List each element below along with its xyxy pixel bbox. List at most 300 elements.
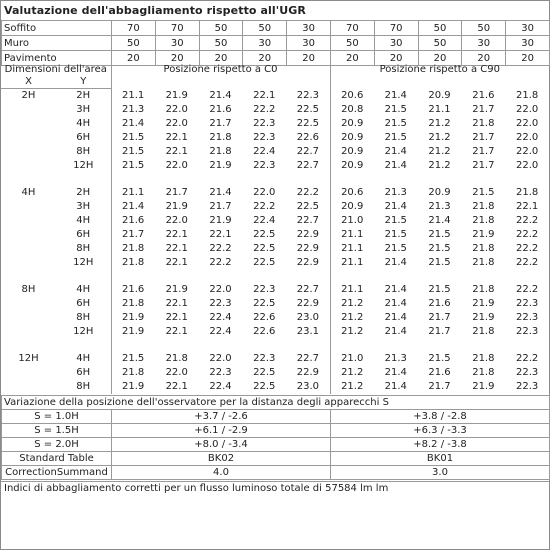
c90-header: Posizione rispetto a C90 [330,64,549,89]
reflectance-value: 20 [199,51,243,66]
table-row [1,89,549,104]
y-dimension: 3H [76,201,91,212]
c90-value: 21.5 [384,132,407,143]
c90-value: 21.7 [472,132,495,143]
c0-value: 22.9 [296,229,319,240]
c90-value: 21.1 [330,242,374,256]
c90-value: 22.2 [516,243,539,254]
correction-summand-row [2,466,550,480]
c90-value: 21.3 [428,201,451,212]
x-dimension: 8H [21,284,36,295]
c90-value: 22.2 [516,353,539,364]
reflectance-value: 20 [155,51,199,66]
reflectance-row [2,21,550,36]
y-dimension: 2H [76,90,91,101]
table-row [1,352,549,366]
c90-value: 21.1 [330,283,374,297]
c90-value: 21.8 [516,187,539,198]
c0-value: 22.1 [209,229,232,240]
c0-value: 21.7 [111,228,155,242]
c0-value: 21.7 [209,201,232,212]
reflectance-value: 20 [330,51,374,66]
c90-value: 21.2 [428,160,451,171]
standard-table-row [2,452,550,466]
c90-value: 22.3 [516,298,539,309]
c90-value: 21.2 [330,297,374,311]
c0-value: 23.0 [296,312,319,323]
c90-value: 21.1 [330,228,374,242]
y-dimension: 6H [76,367,91,378]
spacer [111,173,330,186]
x-dimension: 2H [21,90,36,101]
c90-value: 21.7 [428,381,451,392]
variation-row [2,424,550,438]
reflectance-value: 30 [462,36,506,51]
reflectance-value: 20 [374,51,418,66]
c90-value: 21.2 [330,380,374,394]
y-dimension: 3H [76,104,91,115]
dimensions-label: Dimensioni dell'area [4,64,107,75]
spacer-row [1,270,549,283]
c0-value: 21.9 [165,201,188,212]
c90-value: 21.4 [384,146,407,157]
reflectance-value: 70 [330,21,374,36]
y-dimension: 4H [76,353,91,364]
c0-value: 22.4 [209,326,232,337]
c90-value: 22.0 [516,146,539,157]
reflectance-value: 30 [506,21,550,36]
reflectance-value: 30 [287,21,331,36]
c0-value: 22.2 [209,257,232,268]
table-row [1,297,549,311]
c0-value: 22.0 [165,160,188,171]
c0-value: 21.6 [111,283,155,297]
c90-value: 20.9 [330,145,374,159]
table-row [1,311,549,325]
standard-table-c90: BK01 [331,452,550,466]
variation-table [1,395,550,480]
c0-value: 22.5 [253,257,276,268]
c90-variation: +3.8 / -2.8 [331,410,550,424]
c0-value: 21.7 [209,118,232,129]
c90-value: 21.4 [384,326,407,337]
correction-summand-c0: 4.0 [112,466,331,480]
table-row [1,103,549,117]
c90-value: 21.4 [384,298,407,309]
x-dimension [1,117,56,131]
c90-value: 20.6 [330,89,374,104]
y-dimension: 6H [76,132,91,143]
c90-value: 22.3 [516,312,539,323]
y-label: Y [56,76,111,89]
c90-value: 21.8 [472,215,495,226]
table-row [1,325,549,339]
reflectance-value: 20 [418,51,462,66]
y-dimension: 12H [73,326,94,337]
variation-row [2,410,550,424]
c0-value: 22.6 [296,132,319,143]
c90-value: 21.4 [384,257,407,268]
c0-value: 22.7 [296,146,319,157]
c90-value: 22.0 [516,104,539,115]
x-dimension [1,380,56,394]
table-row [1,214,549,228]
x-dimension [1,325,56,339]
reflectance-value: 50 [112,36,156,51]
y-dimension: 8H [76,243,91,254]
c90-value: 21.5 [428,243,451,254]
c0-value: 22.0 [165,104,188,115]
c0-value: 21.5 [111,131,155,145]
c0-value: 23.0 [296,381,319,392]
c0-value: 21.4 [209,187,232,198]
c0-value: 22.3 [209,298,232,309]
c0-variation: +8.0 / -3.4 [112,438,331,452]
reflectance-value: 20 [243,51,287,66]
c0-value: 22.2 [209,243,232,254]
table-row [1,242,549,256]
x-dimension [1,366,56,380]
c0-value: 22.0 [165,215,188,226]
x-dimension [1,297,56,311]
c0-value: 22.9 [296,257,319,268]
x-dimension [1,214,56,228]
spacer [111,270,330,283]
table-row [1,145,549,159]
c90-value: 21.6 [472,89,495,101]
c0-value: 22.0 [253,187,276,198]
c90-value: 21.3 [384,187,407,198]
y-dimension: 12H [73,160,94,171]
c0-value: 22.3 [253,353,276,364]
reflectance-value: 30 [287,36,331,51]
reflectance-label: Muro [2,36,112,51]
c0-value: 23.1 [296,326,319,337]
c90-value: 21.8 [472,201,495,212]
c90-value: 21.9 [472,229,495,240]
c0-value: 21.9 [165,89,188,101]
header-row [1,64,549,76]
c90-value: 21.8 [472,367,495,378]
c90-value: 22.0 [516,132,539,143]
correction-summand-label: CorrectionSummand [2,466,112,480]
page-title: Valutazione dell'abbagliamento rispetto all'UGR [4,4,306,17]
reflectance-value: 50 [330,36,374,51]
spacer [1,173,111,186]
c0-value: 22.9 [296,367,319,378]
c0-value: 22.7 [296,215,319,226]
reflectance-value: 70 [112,21,156,36]
c0-value: 21.4 [209,89,232,101]
x-dimension: 12H [18,353,39,364]
c0-value: 22.6 [253,312,276,323]
variation-row [2,438,550,452]
y-dimension: 6H [76,298,91,309]
divider [1,481,549,482]
c90-value: 22.3 [516,367,539,378]
c0-value: 22.5 [296,201,319,212]
c90-value: 20.9 [428,187,451,198]
x-dimension [1,131,56,145]
c0-value: 21.8 [111,366,155,380]
spacing-label: S = 2.0H [2,438,112,452]
spacer [330,270,549,283]
c0-value: 22.1 [165,298,188,309]
c0-value: 22.1 [253,89,276,101]
c90-value: 20.9 [330,200,374,214]
c0-value: 21.3 [111,103,155,117]
c90-value: 21.8 [516,89,539,101]
c90-variation: +8.2 / -3.8 [331,438,550,452]
c90-value: 21.7 [428,326,451,337]
c0-variation: +6.1 / -2.9 [112,424,331,438]
c0-value: 22.5 [253,298,276,309]
c90-value: 20.9 [330,117,374,131]
c0-value: 22.5 [253,367,276,378]
c0-value: 21.9 [111,325,155,339]
c0-value: 22.2 [253,201,276,212]
c0-value: 22.5 [253,229,276,240]
c0-value: 22.2 [296,187,319,198]
c90-value: 21.4 [384,284,407,295]
reflectance-value: 50 [418,21,462,36]
c0-value: 22.7 [296,284,319,295]
c0-value: 22.9 [296,243,319,254]
spacer [1,270,111,283]
reflectance-value: 30 [155,36,199,51]
c0-value: 22.0 [209,284,232,295]
c90-value: 21.4 [428,215,451,226]
x-dimension [1,256,56,270]
c0-value: 22.1 [165,312,188,323]
reflectance-value: 50 [243,21,287,36]
c0-value: 22.1 [165,257,188,268]
c0-value: 22.7 [296,353,319,364]
reflectance-value: 70 [155,21,199,36]
c0-value: 21.5 [111,352,155,366]
table-row [1,117,549,131]
correction-summand-c90: 3.0 [331,466,550,480]
c90-value: 22.2 [516,229,539,240]
y-dimension: 12H [73,257,94,268]
c0-variation: +3.7 / -2.6 [112,410,331,424]
c0-value: 22.1 [165,132,188,143]
c90-value: 21.0 [330,214,374,228]
c90-value: 21.6 [428,298,451,309]
c90-value: 21.6 [428,367,451,378]
c90-value: 21.9 [472,381,495,392]
c90-value: 22.0 [516,118,539,129]
reflectance-value: 30 [506,36,550,51]
c90-value: 21.4 [384,89,407,101]
y-dimension: 4H [76,215,91,226]
variation-title: Variazione della posizione dell'osservatore per la distanza degli apparecchi S [2,396,550,410]
y-dimension: 6H [76,229,91,240]
c0-value: 22.1 [165,243,188,254]
standard-table-c0: BK02 [112,452,331,466]
c0-value: 21.9 [209,160,232,171]
table-row [1,380,549,394]
c90-value: 21.4 [384,312,407,323]
c90-value: 21.2 [330,366,374,380]
c90-value: 22.2 [516,215,539,226]
x-dimension [1,145,56,159]
c90-value: 21.5 [472,187,495,198]
x-label: X [1,76,56,89]
c90-value: 21.8 [472,257,495,268]
table-row [1,366,549,380]
spacer-row [1,173,549,186]
c90-value: 21.8 [472,118,495,129]
reflectance-value: 50 [462,21,506,36]
y-dimension: 4H [76,284,91,295]
c0-value: 22.0 [165,118,188,129]
c0-value: 22.3 [253,284,276,295]
spacer [1,339,111,352]
c0-value: 22.1 [165,146,188,157]
c0-value: 21.8 [165,353,188,364]
c90-value: 22.3 [516,381,539,392]
c0-value: 22.5 [296,104,319,115]
c0-value: 21.9 [111,380,155,394]
c90-value: 21.8 [472,326,495,337]
c0-value: 21.8 [111,256,155,270]
reflectance-value: 30 [243,36,287,51]
spacer [111,339,330,352]
c90-value: 21.9 [472,298,495,309]
c90-value: 21.2 [330,325,374,339]
c90-value: 21.8 [472,243,495,254]
c90-value: 21.5 [384,229,407,240]
c0-value: 21.1 [111,89,155,104]
reflectance-value: 30 [374,36,418,51]
c0-value: 22.9 [296,298,319,309]
c0-value: 22.1 [165,229,188,240]
c90-value: 21.5 [428,353,451,364]
c0-value: 22.4 [209,381,232,392]
reflectance-table [1,20,550,66]
x-dimension [1,242,56,256]
c90-value: 21.7 [472,104,495,115]
c90-value: 20.9 [428,89,451,101]
table-row [1,228,549,242]
c90-value: 21.8 [472,284,495,295]
c90-value: 20.8 [330,103,374,117]
c90-value: 21.9 [472,312,495,323]
ugr-values-table [1,64,549,394]
c90-variation: +6.3 / -3.3 [331,424,550,438]
c0-value: 22.5 [296,118,319,129]
c90-value: 22.2 [516,284,539,295]
table-row [1,256,549,270]
reflectance-row [2,36,550,51]
c0-value: 22.3 [209,367,232,378]
c90-value: 21.4 [384,367,407,378]
c90-value: 21.1 [428,104,451,115]
table-row [1,159,549,173]
c0-value: 22.5 [253,381,276,392]
c0-value: 22.5 [253,243,276,254]
c90-value: 21.7 [472,146,495,157]
reflectance-label: Pavimento [2,51,112,66]
c90-value: 21.2 [428,132,451,143]
y-dimension: 8H [76,312,91,323]
variation-title-row [2,396,550,410]
c90-value: 21.5 [428,257,451,268]
c0-value: 21.8 [111,242,155,256]
c0-value: 22.1 [165,381,188,392]
c0-value: 21.1 [111,186,155,200]
c0-value: 21.4 [111,117,155,131]
c90-value: 21.7 [428,312,451,323]
table-row [1,283,549,297]
c0-value: 22.2 [253,104,276,115]
c0-value: 22.4 [209,312,232,323]
c0-value: 21.7 [165,187,188,198]
c90-value: 22.1 [516,201,539,212]
y-dimension: 4H [76,118,91,129]
c90-value: 21.2 [428,146,451,157]
c0-value: 22.3 [253,160,276,171]
x-dimension [1,311,56,325]
footnote: Indici di abbagliamento corretti per un flusso luminoso totale di 57584 lm lm [4,483,389,494]
reflectance-value: 50 [199,36,243,51]
reflectance-value: 20 [506,51,550,66]
x-dimension [1,159,56,173]
spacer-row [1,339,549,352]
c0-value: 21.9 [111,311,155,325]
spacer [330,173,549,186]
spacer [330,339,549,352]
c90-value: 21.5 [384,104,407,115]
reflectance-value: 20 [462,51,506,66]
c0-value: 21.9 [165,284,188,295]
c90-value: 21.4 [384,381,407,392]
c90-value: 21.0 [330,352,374,366]
c90-value: 21.1 [330,256,374,270]
c90-value: 21.4 [384,201,407,212]
c0-value: 21.9 [209,215,232,226]
c0-value: 22.0 [165,367,188,378]
spacing-label: S = 1.5H [2,424,112,438]
c90-value: 21.2 [330,311,374,325]
reflectance-value: 70 [374,21,418,36]
c90-value: 20.6 [330,186,374,200]
x-dimension [1,103,56,117]
table-row [1,200,549,214]
c0-value: 22.3 [296,89,319,101]
c0-value: 22.3 [253,118,276,129]
reflectance-value: 20 [112,51,156,66]
c0-header: Posizione rispetto a C0 [111,64,330,89]
c0-value: 22.3 [253,132,276,143]
c0-value: 22.4 [253,215,276,226]
c0-value: 22.1 [165,326,188,337]
c90-value: 20.9 [330,159,374,173]
standard-table-label: Standard Table [2,452,112,466]
c90-value: 21.5 [384,243,407,254]
x-dimension: 4H [21,187,36,198]
c0-value: 22.0 [209,353,232,364]
c0-value: 21.6 [111,214,155,228]
c90-value: 22.0 [516,160,539,171]
reflectance-label: Soffito [2,21,112,36]
c90-value: 21.8 [472,353,495,364]
reflectance-value: 50 [199,21,243,36]
x-dimension [1,200,56,214]
spacing-label: S = 1.0H [2,410,112,424]
c0-value: 21.8 [209,132,232,143]
